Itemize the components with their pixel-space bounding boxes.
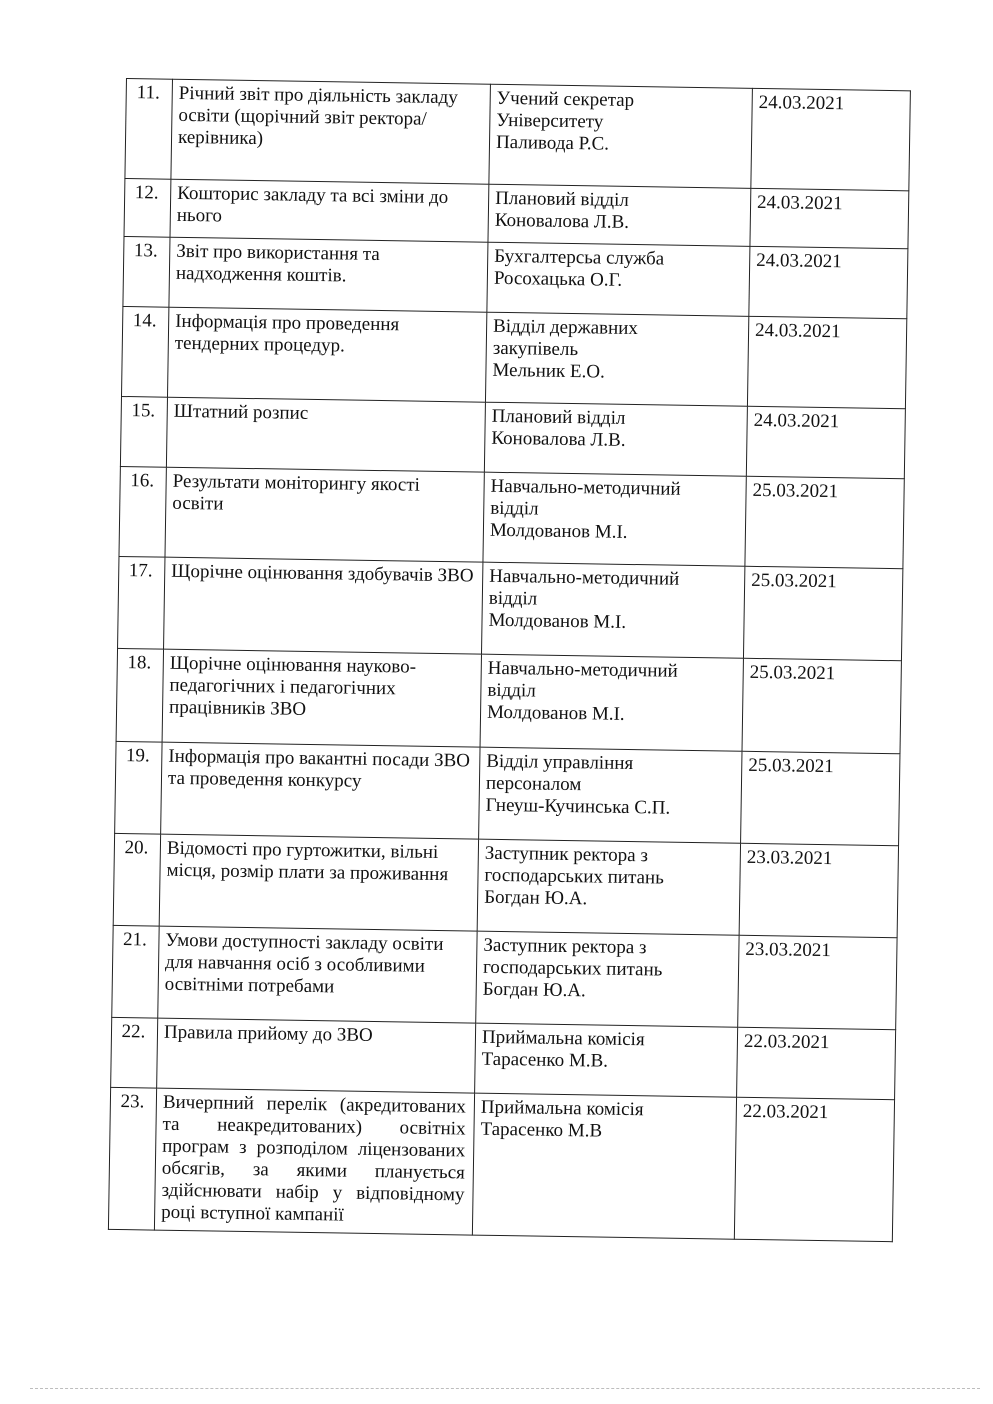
date-cell: 24.03.2021	[747, 316, 906, 408]
table-row	[115, 741, 900, 845]
table-row	[108, 1087, 894, 1241]
responsible-line: Мельник Е.О.	[492, 359, 605, 383]
table-body	[108, 79, 910, 1242]
date-cell: 22.03.2021	[737, 1027, 896, 1099]
table-row	[119, 466, 904, 568]
date-cell: 24.03.2021	[746, 406, 905, 478]
item-name: Результати моніторингу якості освіти	[165, 467, 484, 562]
responsible-line: Паливода Р.С.	[495, 131, 610, 155]
responsible-line: Навчально-методичний	[489, 565, 680, 590]
row-number: 22.	[111, 1017, 158, 1088]
disclosure-table	[108, 78, 911, 1242]
date-cell: 22.03.2021	[734, 1097, 894, 1241]
date-cell: 24.03.2021	[751, 88, 911, 190]
item-name: Звіт про використання та надходження коштів.	[169, 237, 488, 312]
responsible-cell	[481, 562, 744, 658]
responsible-cell	[479, 747, 742, 843]
responsible-line: Богдан Ю.А.	[484, 886, 588, 910]
responsible-cell	[488, 184, 751, 246]
item-name: Вичерпний перелік (акредитованих та неакредитованих) освітніх програм з розподілом ліцензованих обсягів, за якими планується здійснювати набір у відповідному році вступної кампанії	[154, 1088, 474, 1235]
table-row	[123, 236, 908, 318]
item-name: Умови доступності закладу освіти для навчання осіб з особливими освітніми потребами	[158, 926, 477, 1023]
responsible-cell	[472, 1093, 736, 1239]
responsible-line: Плановий відділ	[494, 187, 630, 211]
date-cell: 24.03.2021	[750, 188, 909, 248]
responsible-cell	[480, 654, 743, 751]
row-number: 20.	[113, 833, 160, 926]
table-row	[113, 833, 898, 937]
responsible-line: персоналом	[485, 772, 582, 796]
table-row	[116, 648, 901, 753]
row-number: 16.	[119, 466, 166, 557]
responsible-line: Тарасенко М.В	[480, 1118, 603, 1142]
responsible-line: Молдованов М.І.	[486, 701, 625, 725]
responsible-line: Приймальна комісія	[480, 1096, 644, 1121]
responsible-line: закупівель	[492, 337, 579, 361]
item-name: Кошторис закладу та всі зміни до нього	[170, 179, 489, 242]
item-name: Правила прийому до ЗВО	[157, 1018, 476, 1093]
responsible-line: Гнеуш-Кучинська С.П.	[485, 794, 671, 819]
responsible-line: Плановий відділ	[491, 405, 626, 429]
responsible-line: відділ	[488, 587, 538, 610]
table-row	[111, 1017, 896, 1099]
row-number: 12.	[124, 178, 171, 237]
row-number: 19.	[115, 741, 162, 834]
responsible-line: Коновалова Л.В.	[491, 427, 626, 451]
responsible-cell	[483, 472, 746, 566]
responsible-cell	[484, 402, 747, 476]
table-row	[118, 556, 903, 660]
responsible-line: господарських питань	[484, 864, 665, 889]
table-row	[121, 306, 906, 408]
responsible-line: відділ	[487, 679, 536, 702]
responsible-cell	[489, 84, 753, 188]
date-cell: 25.03.2021	[741, 751, 900, 845]
responsible-cell	[485, 312, 748, 406]
row-number: 15.	[120, 396, 167, 467]
table-row	[120, 396, 905, 478]
responsible-line: Навчально-методичний	[490, 475, 681, 500]
row-number: 21.	[112, 925, 159, 1018]
responsible-cell	[475, 1023, 738, 1097]
scan-edge-artifact	[30, 1388, 980, 1390]
row-number: 17.	[118, 556, 165, 649]
item-name: Відомості про гуртожитки, вільні місця, розмір плати за проживання	[159, 834, 478, 931]
item-name: Інформація про проведення тендерних процедур.	[167, 307, 486, 402]
row-number: 23.	[108, 1087, 156, 1230]
row-number: 18.	[116, 648, 163, 742]
row-number: 13.	[123, 236, 170, 307]
responsible-line: господарських питань	[482, 956, 663, 981]
responsible-cell	[477, 839, 740, 935]
date-cell: 23.03.2021	[739, 843, 898, 937]
responsible-line: Відділ управління	[486, 750, 634, 775]
item-name: Інформація про вакантні посади ЗВО та проведення конкурсу	[161, 742, 480, 839]
responsible-line: Богдан Ю.А.	[482, 978, 586, 1002]
item-name: Штатний розпис	[166, 397, 485, 472]
responsible-line: Росохацька О.Г.	[493, 267, 623, 291]
row-number: 11.	[125, 79, 173, 180]
responsible-line: Тарасенко М.В.	[481, 1048, 609, 1072]
item-name: Щорічне оцінювання науково-педагогічних і педагогічних працівників ЗВО	[162, 649, 481, 747]
responsible-line: Заступник ректора з	[483, 934, 647, 959]
responsible-line: Приймальна комісія	[481, 1026, 645, 1051]
item-name: Річний звіт про діяльність закладу освіти (щорічний звіт ректора/керівника)	[171, 79, 491, 184]
responsible-line: Молдованов М.І.	[489, 519, 628, 543]
responsible-line: Молдованов М.І.	[488, 609, 627, 633]
date-cell: 24.03.2021	[749, 246, 908, 318]
responsible-line: Учений секретар	[496, 87, 635, 111]
responsible-line: Заступник ректора з	[484, 842, 649, 867]
date-cell: 25.03.2021	[743, 566, 902, 660]
responsible-cell	[487, 242, 750, 316]
responsible-line: відділ	[490, 497, 539, 520]
row-number: 14.	[121, 306, 168, 397]
responsible-line: Відділ державних	[492, 315, 639, 340]
date-cell: 25.03.2021	[742, 658, 901, 753]
responsible-line: Коновалова Л.В.	[494, 209, 630, 233]
responsible-line: Університету	[496, 109, 604, 133]
table-row	[125, 79, 910, 191]
responsible-line: Навчально-методичний	[487, 657, 678, 682]
date-cell: 23.03.2021	[738, 935, 897, 1029]
item-name: Щорічне оцінювання здобувачів ЗВО	[164, 557, 483, 654]
responsible-line: Бухгалтерсьа служба	[494, 245, 665, 270]
date-cell: 25.03.2021	[745, 476, 904, 568]
table-row	[112, 925, 897, 1029]
responsible-cell	[476, 931, 739, 1027]
